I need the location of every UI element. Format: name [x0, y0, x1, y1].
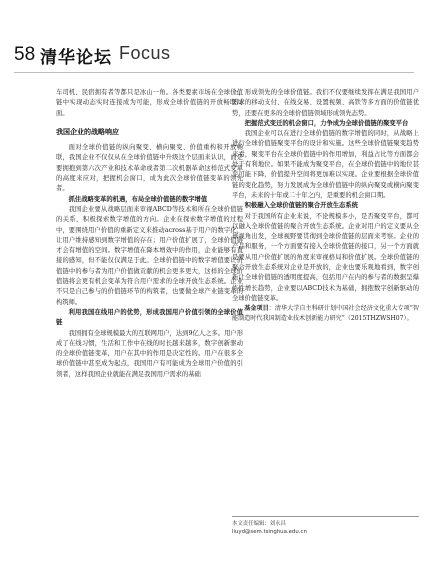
- paragraph: 我国企业要从战略层面来审视ABCD等技术和所在全球价值链的关系，积极探索数字增值的方向。企业在探索数字增值的过程中，要围绕用户价值的重新定义来推动across基于用户的数字化，让用户维持感知到数字增值的存在；用户价值扩展了，全球价值链才会有增值的空间。数字增值在降本增效中的作用，企业能够有直接的感知，但不能仅仅满足于此。全球价值链中的数字增值要让价值链中的参与者为用户价值做贡献的机会更多更大，这样的全球价值链将会更有机会变革为符合用户需求的全球开放生态系统。企业不只是自己参与的价值链环节的构筑者，也要做全球产业链变革的构筑师。: [56, 205, 243, 306]
- paragraph: 对于我国所有企业来说，不论规模多小，是否聚变平台，都可以融入全球价值链的聚合开放生态系统。企业对用户的定义要从全球视角出发，全球视野要贯彻到全球价值链的层面来考察。企业的产品和服务，一个方面要有接入全球价值链的接口，另一个方面就是要从用户价值扩展的角度来审视格局和价值扩展。全球价值链的聚合开放生态系统对企业是开放的，企业也要乐观地看到，数字创新让全球价值链的透明度提高，包括用户在内的参与者的数据呈爆炸性增长趋势，企业要以ABCD技术为基础，拥抱数字创新驱动的全球价值链变革。: [232, 212, 419, 302]
- left-column: [56, 88, 243, 380]
- page-header: [0, 0, 427, 82]
- paragraph: 我国企业可以在进行全球价值链的数字增值的同时，从战略上进行全球价值链聚变平台的设计和实施。这些全球价值链聚变趋势来看，聚变平台在全球价值链中的作用增加，利益占比等方面都会处于有利地位。如果不能成为聚变平台，在全球价值链中的地位甚至可能下降，价值提升空间将更加难以实现。企业要根据全球价值链的变化趋势，努力发展成为全球价值链中的纵向聚变或横向聚变平台，未来的十年或二十年之内，是重要的机会窗口期。: [232, 130, 419, 199]
- fund-note: [232, 304, 419, 324]
- subheading-paragraph: [232, 201, 419, 211]
- subheading: 利用我国在线用户的优势，形成我国用户价值引领的全球价值链: [56, 308, 243, 327]
- subheading: 抓住战略变革的机遇，布局全球价值链的数字增值: [68, 195, 208, 203]
- subheading: 积极融入全球价值链的聚合开放生态系统: [244, 202, 358, 210]
- editor-note: [232, 516, 419, 536]
- paragraph: 面对全球价值链的纵向聚变、横向聚变、价值重构和开放畅联，我国企业不仅仅从在全球价值链中升级这个层面来认识，而是要拥抱到第六次产业和技术革命或者第二次机器革命这样范式变革的高度来应对，把握机会窗口，成为此次全球价值链变革的领先者。: [56, 144, 243, 193]
- paragraph: 上，形成领先的全球价值链。我们不仅要继续发挥在满足我国用户需求的移动支付、在线交易、设置视频、高铁等多方面的价值链优势，还要在更多的全球价值链领域形成领先态势。: [232, 89, 419, 117]
- paragraph: 我国拥有全球规模最大的互联网用户，达到9亿人之多。用户形成了在线习惯，生活和工作中在线的时长越来越多，数字创新驱动的全球价值链变革，用户在其中的作用是决定性的。用户在很多全球价值链中甚至成为起点，我国用户有可能成为全球用户价值的引领者，这样我国企业就能在满足我国用户需求的基础: [56, 329, 243, 378]
- editor-name: 本文责任编辑：刘永昌: [232, 521, 286, 527]
- right-column: [232, 88, 419, 324]
- paragraph: 车司机、民宿拥有者等都只是冰山一角。各类要素市场在全球价值链中实现动态实时连接成为可能，形成全球价值链的开放畅联局面。: [56, 89, 243, 117]
- page-number: 58: [14, 44, 36, 65]
- section-title-en: Focus: [119, 43, 171, 63]
- fund-text: ：清华大学自主科研计划中国社会经济文化重大专项“智能制造时代我国制造业技术创新能力研究”（2015THZWSH07）。: [232, 305, 419, 323]
- subheading-paragraph: [56, 308, 243, 329]
- editor-email: liuyd@sem.tsinghua.edu.cn: [232, 529, 307, 535]
- section-heading: 我国企业的战略响应: [56, 127, 119, 136]
- fund-label: 基金项目: [244, 305, 269, 313]
- section-title: 清华论坛: [40, 48, 112, 68]
- subheading: 把握范式变迁的机会窗口，力争成为全球价值链的聚变平台: [244, 119, 409, 127]
- subheading-paragraph: [232, 119, 419, 129]
- subheading-paragraph: [56, 195, 243, 205]
- header-divider: [14, 72, 414, 73]
